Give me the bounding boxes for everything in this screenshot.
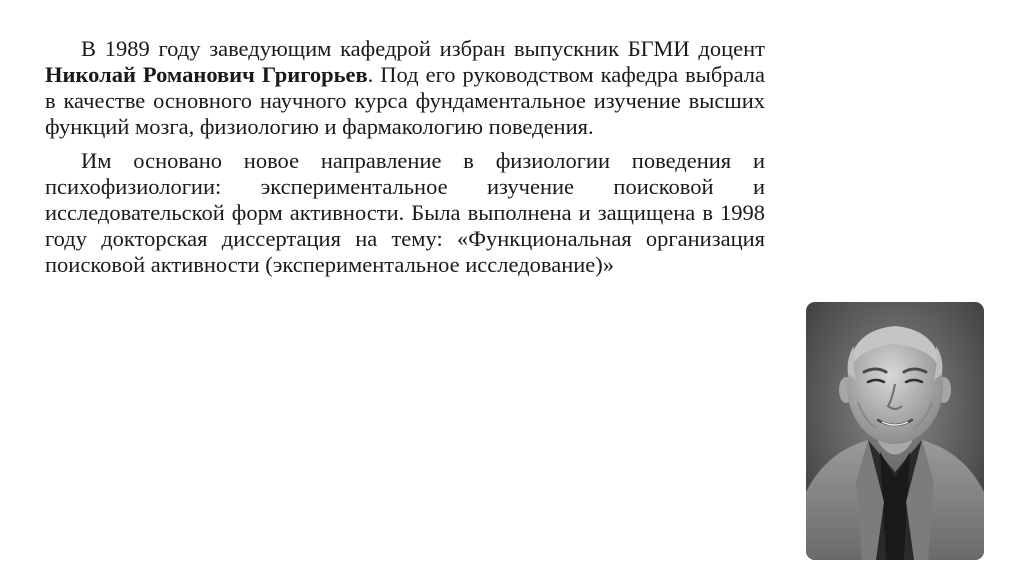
person-name: Николай Романович Григорьев xyxy=(45,62,368,87)
paragraph-appointment-rest: . Под его руководством кафедра выбрала в качестве основного научного курса фундаментальное изучение высших функций мозга, физиологию и фармакологию поведения. xyxy=(45,62,765,139)
paragraph-appointment-intro: В 1989 году заведующим кафедрой избран выпускник БГМИ доцент xyxy=(81,36,765,61)
paragraph-appointment xyxy=(45,36,765,140)
paragraph-research: Им основано новое направление в физиологии поведения и психофизиологии: экспериментальное изучение поисковой и исследовательской форм активности. Была выполнена и защищена в 1998 году докторская диссертация на тему: «Функциональная организация поисковой активности (экспериментальное исследование)» xyxy=(45,148,765,277)
slide-text xyxy=(45,36,765,286)
portrait-photo xyxy=(806,302,984,560)
